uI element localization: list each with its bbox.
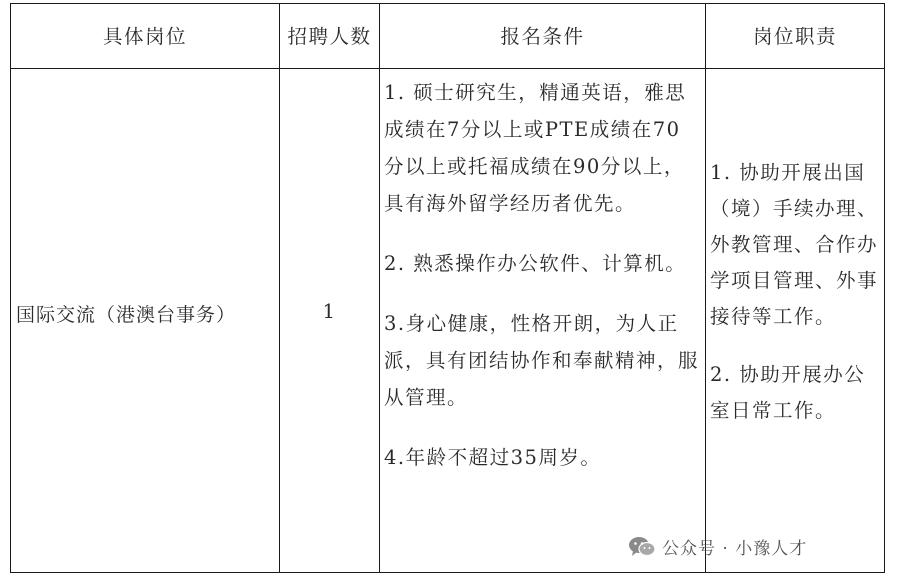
column-divider-1	[279, 3, 280, 573]
table-left-border	[10, 3, 11, 573]
recruit-count: 1	[322, 300, 337, 323]
header-position-label: 具体岗位	[102, 25, 187, 48]
watermark	[628, 534, 807, 559]
requirement-item-2: 2. 熟悉操作办公软件、计算机。	[384, 252, 687, 275]
header-divider	[10, 68, 885, 69]
header-requirements-label: 报名条件	[500, 25, 585, 48]
cell-count	[280, 300, 379, 323]
cell-duties	[710, 155, 880, 429]
header-duties-label: 岗位职责	[752, 25, 837, 48]
wechat-icon	[628, 536, 656, 558]
duty-item-1: 1. 协助开展出国（境）手续办理、外教管理、合作办学项目管理、外事接待等工作。	[710, 161, 879, 328]
requirement-item-1: 1. 硕士研究生，精通英语，雅思成绩在7分以上或PTE成绩在70分以上或托福成绩在90分以上，具有海外留学经历者优先。	[384, 81, 687, 215]
column-divider-3	[705, 3, 706, 573]
header-count-label: 招聘人数	[287, 25, 372, 48]
requirement-item-3: 3.身心健康，性格开朗，为人正派，具有团结协作和奉献精神，服从管理。	[384, 312, 700, 409]
requirement-item-4: 4.年龄不超过35周岁。	[384, 446, 602, 469]
watermark-text: 公众号 · 小豫人才	[662, 539, 808, 559]
table-bottom-border	[10, 572, 885, 573]
header-duties	[706, 3, 884, 67]
header-requirements	[380, 3, 705, 67]
cell-position	[16, 300, 278, 327]
table-right-border	[884, 3, 885, 573]
header-count	[280, 3, 379, 67]
cell-requirements	[384, 74, 700, 476]
position-name: 国际交流（港澳台事务）	[16, 304, 237, 326]
duty-item-2: 2. 协助开展办公室日常工作。	[710, 363, 866, 422]
column-divider-2	[379, 3, 380, 573]
header-position	[11, 3, 279, 67]
